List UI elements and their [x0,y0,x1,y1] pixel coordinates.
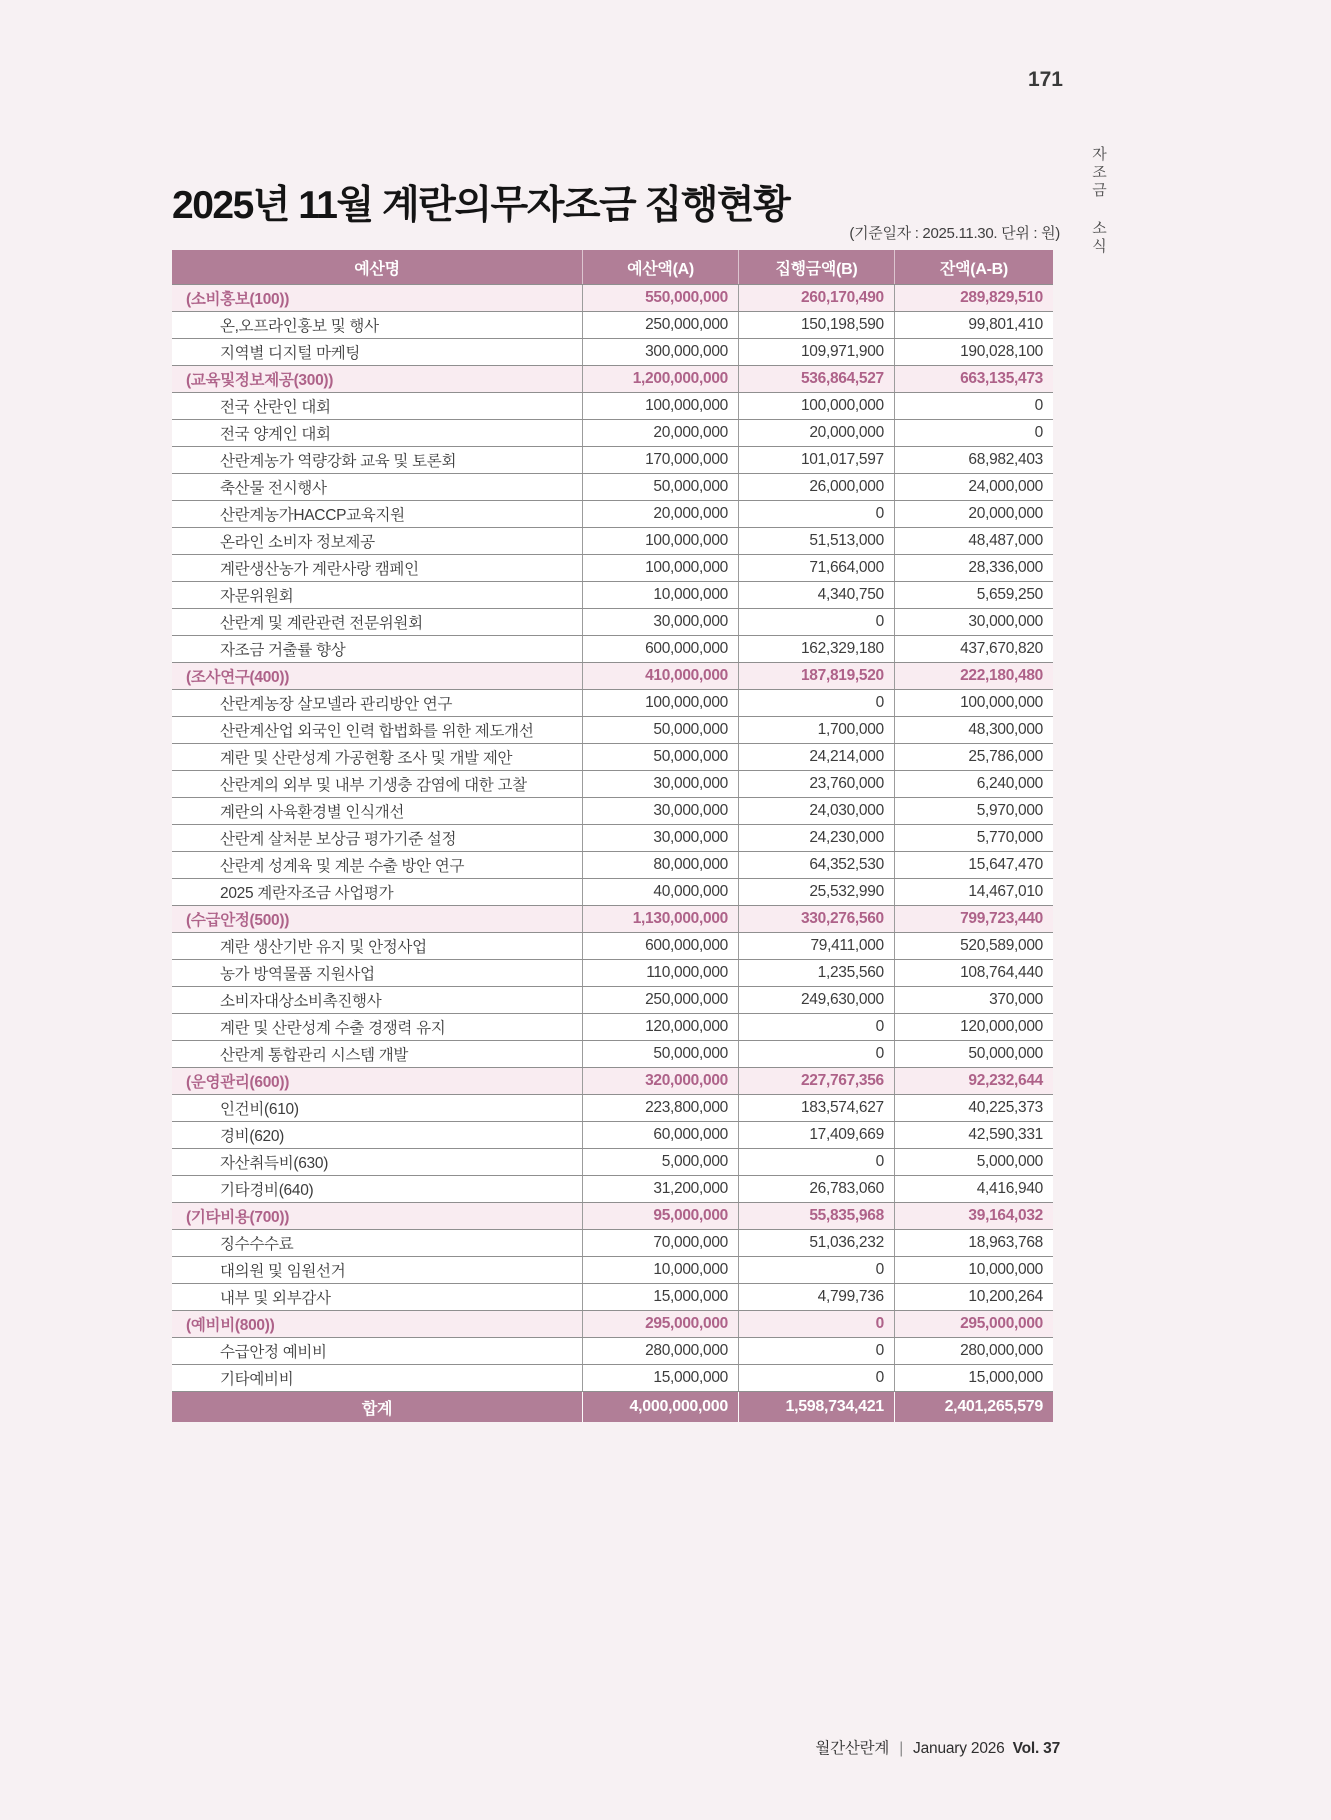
section-side-label: 자조금 소식 [1090,146,1107,256]
budget-name-cell: 산란계 살처분 보상금 평가기준 설정 [172,825,583,852]
amount-cell-b: 55,835,968 [738,1203,894,1230]
table-row [172,555,1053,582]
budget-name-cell: 산란계산업 외국인 인력 합법화를 위한 제도개선 [172,717,583,744]
category-row [172,285,1053,312]
amount-cell-a: 30,000,000 [583,825,739,852]
amount-cell-ab: 0 [894,420,1053,447]
amount-cell-a: 410,000,000 [583,663,739,690]
budget-name-cell: 인건비(610) [172,1095,583,1122]
table-row [172,1149,1053,1176]
amount-cell-ab: 50,000,000 [894,1041,1053,1068]
table-row [172,879,1053,906]
budget-name-cell: 농가 방역물품 지원사업 [172,960,583,987]
budget-name-cell: 자조금 거출률 향상 [172,636,583,663]
amount-cell-a: 1,200,000,000 [583,366,739,393]
amount-cell-ab: 663,135,473 [894,366,1053,393]
amount-cell-b: 4,799,736 [738,1284,894,1311]
amount-cell-b: 0 [738,1014,894,1041]
amount-cell-a: 320,000,000 [583,1068,739,1095]
amount-cell-ab: 6,240,000 [894,771,1053,798]
amount-cell-a: 50,000,000 [583,1041,739,1068]
table-row [172,1284,1053,1311]
category-row [172,366,1053,393]
amount-cell-a: 40,000,000 [583,879,739,906]
amount-cell-b: 260,170,490 [738,285,894,312]
amount-cell-a: 60,000,000 [583,1122,739,1149]
amount-cell-a: 31,200,000 [583,1176,739,1203]
budget-name-cell: 소비자대상소비촉진행사 [172,987,583,1014]
amount-cell-ab: 280,000,000 [894,1338,1053,1365]
amount-cell-ab: 2,401,265,579 [894,1392,1053,1423]
table-row [172,609,1053,636]
footer-issue: January 2026 [913,1740,1005,1757]
amount-cell-ab: 18,963,768 [894,1230,1053,1257]
amount-cell-ab: 30,000,000 [894,609,1053,636]
amount-cell-ab: 5,000,000 [894,1149,1053,1176]
page-number: 171 [1027,68,1063,91]
budget-name-cell: 산란계의 외부 및 내부 기생충 감염에 대한 고찰 [172,771,583,798]
amount-cell-ab: 289,829,510 [894,285,1053,312]
amount-cell-b: 249,630,000 [738,987,894,1014]
budget-name-cell: (기타비용(700)) [172,1203,583,1230]
budget-name-cell: (교육및정보제공(300)) [172,366,583,393]
amount-cell-a: 30,000,000 [583,798,739,825]
budget-name-cell: 지역별 디지털 마케팅 [172,339,583,366]
table-row [172,960,1053,987]
amount-cell-b: 227,767,356 [738,1068,894,1095]
amount-cell-b: 150,198,590 [738,312,894,339]
amount-cell-a: 50,000,000 [583,744,739,771]
amount-cell-a: 1,130,000,000 [583,906,739,933]
budget-name-cell: 온라인 소비자 정보제공 [172,528,583,555]
table-row [172,717,1053,744]
amount-cell-a: 15,000,000 [583,1284,739,1311]
amount-cell-a: 4,000,000,000 [583,1392,739,1423]
table-row [172,447,1053,474]
table-row [172,690,1053,717]
amount-cell-ab: 295,000,000 [894,1311,1053,1338]
amount-cell-b: 536,864,527 [738,366,894,393]
amount-cell-b: 26,783,060 [738,1176,894,1203]
table-row [172,771,1053,798]
footer-magazine-name: 월간산란계 [815,1740,890,1757]
amount-cell-b: 0 [738,501,894,528]
amount-cell-b: 101,017,597 [738,447,894,474]
category-row [172,906,1053,933]
amount-cell-ab: 48,487,000 [894,528,1053,555]
category-row [172,663,1053,690]
amount-cell-ab: 20,000,000 [894,501,1053,528]
table-row [172,1257,1053,1284]
table-row [172,1230,1053,1257]
total-row [172,1392,1053,1423]
table-row [172,1176,1053,1203]
amount-cell-b: 1,598,734,421 [738,1392,894,1423]
table-row [172,852,1053,879]
amount-cell-b: 0 [738,690,894,717]
budget-name-cell: 산란계농가HACCP교육지원 [172,501,583,528]
amount-cell-a: 100,000,000 [583,528,739,555]
budget-name-cell: 2025 계란자조금 사업평가 [172,879,583,906]
amount-cell-ab: 10,200,264 [894,1284,1053,1311]
amount-cell-b: 24,230,000 [738,825,894,852]
amount-cell-a: 80,000,000 [583,852,739,879]
table-row [172,1365,1053,1392]
amount-cell-ab: 222,180,480 [894,663,1053,690]
amount-cell-ab: 14,467,010 [894,879,1053,906]
amount-cell-ab: 437,670,820 [894,636,1053,663]
amount-cell-ab: 99,801,410 [894,312,1053,339]
amount-cell-b: 79,411,000 [738,933,894,960]
amount-cell-b: 0 [738,609,894,636]
amount-cell-ab: 68,982,403 [894,447,1053,474]
table-row [172,528,1053,555]
table-row [172,744,1053,771]
budget-execution-table [172,250,1053,1422]
table-row [172,474,1053,501]
amount-cell-ab: 108,764,440 [894,960,1053,987]
footer-volume: Vol. 37 [1012,1740,1060,1757]
budget-name-cell: (운영관리(600)) [172,1068,583,1095]
amount-cell-ab: 5,770,000 [894,825,1053,852]
budget-name-cell: 징수수수료 [172,1230,583,1257]
budget-name-cell: 산란계농장 살모넬라 관리방안 연구 [172,690,583,717]
footer-separator: | [899,1740,904,1757]
amount-cell-a: 250,000,000 [583,987,739,1014]
amount-cell-b: 64,352,530 [738,852,894,879]
amount-cell-ab: 28,336,000 [894,555,1053,582]
amount-cell-a: 50,000,000 [583,717,739,744]
amount-cell-b: 187,819,520 [738,663,894,690]
amount-cell-ab: 39,164,032 [894,1203,1053,1230]
table-header [172,250,1053,285]
budget-name-cell: 계란 생산기반 유지 및 안정사업 [172,933,583,960]
budget-name-cell: 산란계 통합관리 시스템 개발 [172,1041,583,1068]
amount-cell-a: 10,000,000 [583,582,739,609]
table-row [172,636,1053,663]
amount-cell-a: 5,000,000 [583,1149,739,1176]
amount-cell-ab: 5,659,250 [894,582,1053,609]
budget-name-cell: 전국 양계인 대회 [172,420,583,447]
amount-cell-a: 600,000,000 [583,933,739,960]
amount-cell-ab: 190,028,100 [894,339,1053,366]
amount-cell-b: 20,000,000 [738,420,894,447]
amount-cell-b: 51,513,000 [738,528,894,555]
budget-name-cell: (수급안정(500)) [172,906,583,933]
amount-cell-b: 0 [738,1365,894,1392]
footer [172,1736,1060,1758]
budget-name-cell: (조사연구(400)) [172,663,583,690]
page-title: 2025년 11월 계란의무자조금 집행현황 [172,184,790,228]
table-row [172,825,1053,852]
amount-cell-ab: 48,300,000 [894,717,1053,744]
amount-cell-ab: 370,000 [894,987,1053,1014]
budget-name-cell: 기타경비(640) [172,1176,583,1203]
amount-cell-a: 280,000,000 [583,1338,739,1365]
amount-cell-b: 24,030,000 [738,798,894,825]
amount-cell-b: 100,000,000 [738,393,894,420]
amount-cell-ab: 42,590,331 [894,1122,1053,1149]
amount-cell-ab: 120,000,000 [894,1014,1053,1041]
amount-cell-a: 95,000,000 [583,1203,739,1230]
amount-cell-a: 50,000,000 [583,474,739,501]
table-row [172,393,1053,420]
amount-cell-b: 71,664,000 [738,555,894,582]
reference-date-note: (기준일자 : 2025.11.30. 단위 : 원) [849,225,1060,242]
budget-name-cell: 수급안정 예비비 [172,1338,583,1365]
amount-cell-b: 1,235,560 [738,960,894,987]
budget-name-cell: 계란생산농가 계란사랑 캠페인 [172,555,583,582]
amount-cell-a: 550,000,000 [583,285,739,312]
amount-cell-b: 109,971,900 [738,339,894,366]
amount-cell-a: 110,000,000 [583,960,739,987]
budget-name-cell: 자산취득비(630) [172,1149,583,1176]
amount-cell-a: 223,800,000 [583,1095,739,1122]
amount-cell-a: 170,000,000 [583,447,739,474]
amount-cell-b: 0 [738,1311,894,1338]
amount-cell-b: 330,276,560 [738,906,894,933]
budget-name-cell: 축산물 전시행사 [172,474,583,501]
amount-cell-a: 30,000,000 [583,609,739,636]
column-header: 예산명 [172,250,583,285]
amount-cell-a: 600,000,000 [583,636,739,663]
budget-name-cell: 산란계 및 계란관련 전문위원회 [172,609,583,636]
column-header: 예산액(A) [583,250,739,285]
amount-cell-a: 20,000,000 [583,420,739,447]
amount-cell-b: 162,329,180 [738,636,894,663]
table-row [172,339,1053,366]
amount-cell-ab: 100,000,000 [894,690,1053,717]
amount-cell-ab: 15,000,000 [894,1365,1053,1392]
table-row [172,312,1053,339]
column-header: 집행금액(B) [738,250,894,285]
amount-cell-b: 25,532,990 [738,879,894,906]
amount-cell-ab: 799,723,440 [894,906,1053,933]
amount-cell-a: 120,000,000 [583,1014,739,1041]
amount-cell-b: 23,760,000 [738,771,894,798]
amount-cell-b: 0 [738,1149,894,1176]
budget-name-cell: 산란계 성계육 및 계분 수출 방안 연구 [172,852,583,879]
table-row [172,933,1053,960]
amount-cell-a: 250,000,000 [583,312,739,339]
budget-name-cell: 합계 [172,1392,583,1423]
amount-cell-b: 1,700,000 [738,717,894,744]
amount-cell-a: 15,000,000 [583,1365,739,1392]
budget-name-cell: 계란의 사육환경별 인식개선 [172,798,583,825]
amount-cell-a: 20,000,000 [583,501,739,528]
amount-cell-b: 0 [738,1338,894,1365]
table-row [172,582,1053,609]
amount-cell-b: 0 [738,1041,894,1068]
budget-name-cell: 자문위원회 [172,582,583,609]
amount-cell-ab: 4,416,940 [894,1176,1053,1203]
amount-cell-b: 0 [738,1257,894,1284]
category-row [172,1068,1053,1095]
amount-cell-ab: 10,000,000 [894,1257,1053,1284]
table-row [172,1095,1053,1122]
category-row [172,1311,1053,1338]
amount-cell-a: 295,000,000 [583,1311,739,1338]
budget-name-cell: (예비비(800)) [172,1311,583,1338]
amount-cell-b: 51,036,232 [738,1230,894,1257]
column-header: 잔액(A-B) [894,250,1053,285]
amount-cell-b: 17,409,669 [738,1122,894,1149]
budget-name-cell: 대의원 및 임원선거 [172,1257,583,1284]
budget-name-cell: 계란 및 산란성계 수출 경쟁력 유지 [172,1014,583,1041]
budget-name-cell: 경비(620) [172,1122,583,1149]
amount-cell-a: 10,000,000 [583,1257,739,1284]
amount-cell-a: 100,000,000 [583,555,739,582]
budget-name-cell: 전국 산란인 대회 [172,393,583,420]
amount-cell-ab: 25,786,000 [894,744,1053,771]
amount-cell-a: 300,000,000 [583,339,739,366]
budget-name-cell: 산란계농가 역량강화 교육 및 토론회 [172,447,583,474]
amount-cell-b: 24,214,000 [738,744,894,771]
budget-name-cell: 계란 및 산란성계 가공현황 조사 및 개발 제안 [172,744,583,771]
amount-cell-ab: 15,647,470 [894,852,1053,879]
table-row [172,798,1053,825]
amount-cell-a: 30,000,000 [583,771,739,798]
table-row [172,1014,1053,1041]
table-row [172,1041,1053,1068]
amount-cell-ab: 520,589,000 [894,933,1053,960]
table-row [172,1338,1053,1365]
table-row [172,420,1053,447]
budget-name-cell: 온,오프라인홍보 및 행사 [172,312,583,339]
amount-cell-ab: 24,000,000 [894,474,1053,501]
amount-cell-ab: 92,232,644 [894,1068,1053,1095]
amount-cell-ab: 0 [894,393,1053,420]
table-row [172,501,1053,528]
amount-cell-b: 183,574,627 [738,1095,894,1122]
table-row [172,987,1053,1014]
amount-cell-b: 4,340,750 [738,582,894,609]
table-row [172,1122,1053,1149]
amount-cell-a: 100,000,000 [583,393,739,420]
amount-cell-ab: 40,225,373 [894,1095,1053,1122]
budget-name-cell: (소비홍보(100)) [172,285,583,312]
amount-cell-ab: 5,970,000 [894,798,1053,825]
amount-cell-b: 26,000,000 [738,474,894,501]
amount-cell-a: 100,000,000 [583,690,739,717]
amount-cell-a: 70,000,000 [583,1230,739,1257]
budget-name-cell: 기타예비비 [172,1365,583,1392]
budget-name-cell: 내부 및 외부감사 [172,1284,583,1311]
category-row [172,1203,1053,1230]
